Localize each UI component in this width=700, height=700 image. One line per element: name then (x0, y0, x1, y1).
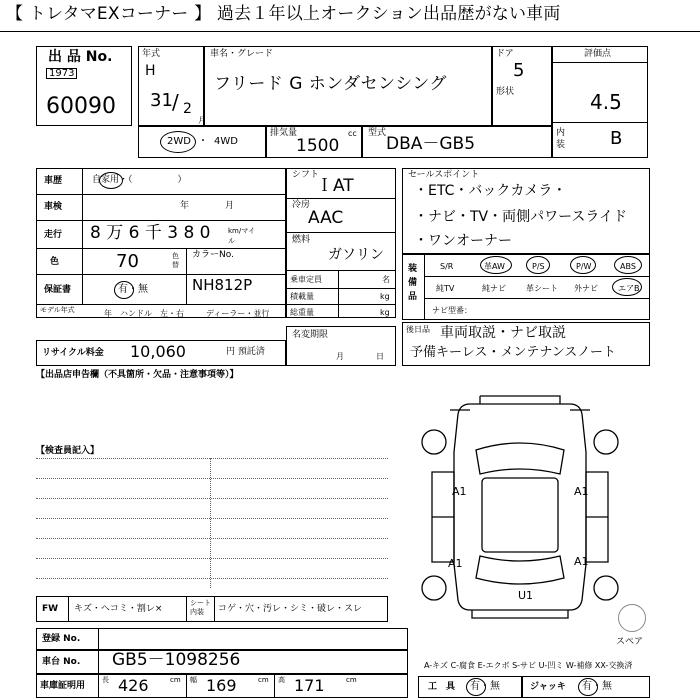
change-label: 名変期限 (292, 330, 329, 340)
seat-label: シート内装 (190, 599, 211, 616)
equip-tv: 純TV (436, 284, 455, 293)
lot-label: 出 品 No. (48, 49, 113, 65)
jack-label: ジャッキ (530, 682, 566, 692)
recycle-value: 10,060 (130, 342, 186, 361)
reg-row (36, 628, 408, 650)
damage-mark-5: U1 (518, 589, 534, 602)
tools-label: 工 具 (428, 682, 456, 692)
history-value: 自家用・（ ） (92, 175, 187, 185)
inspection-units: 年 月 (180, 201, 235, 211)
month-unit: 月 (198, 116, 206, 125)
year-value: 31 (150, 90, 173, 111)
month-value: 2 (183, 101, 192, 117)
color-value: 70 (116, 251, 139, 272)
len-unit: cm (170, 676, 181, 684)
interior-value: B (610, 128, 623, 149)
equip-airbag: エアB (618, 284, 640, 293)
len-label: 長 (102, 676, 109, 684)
aircon-label: 冷房 (292, 200, 311, 210)
reg-label: 登録 No. (42, 634, 81, 644)
page-title: 【 トレタマEXコーナー 】 過去１年以上オークション出品歴がない車両 (6, 4, 561, 24)
color-change-label: 色替 (172, 252, 179, 269)
model-value: フリード G ホンダセンシング (214, 74, 447, 94)
tools-selected-circle (466, 678, 486, 696)
color-code-value: NH812P (192, 276, 253, 294)
sales-label: セールスポイント (408, 170, 480, 180)
year-slash: / (172, 90, 179, 114)
equip-abs: ABS (620, 262, 636, 271)
drive-4wd: 4WD (214, 136, 238, 147)
warranty-value: 有・無 (118, 284, 148, 295)
era-value: H (145, 63, 156, 79)
options-line-1: 車両取説・ナビ取説 (440, 325, 566, 341)
equip-leather-seat: 革シート (526, 284, 558, 293)
options-line-2: 予備キーレス・メンテナンスノート (410, 345, 616, 360)
sales-line-3: ・ワンオーナー (414, 233, 512, 249)
score-label: 評価点 (584, 49, 612, 59)
dealer-label: ディーラー・並行 (206, 309, 270, 318)
gross-unit: kg (380, 308, 390, 317)
capacity-label: 乗車定員 (290, 275, 322, 284)
chassis-value: GB5－1098256 (112, 650, 241, 670)
equip-airbag-circle (612, 278, 642, 296)
load-unit: kg (380, 292, 390, 301)
load-label: 積載量 (290, 292, 314, 301)
score-value: 4.5 (590, 90, 622, 114)
interior-label: 内装 (556, 128, 566, 150)
wid-value: 169 (206, 676, 237, 695)
displacement-unit: cc (348, 129, 357, 138)
equip-pw: P/W (576, 262, 592, 271)
damage-mark-1: A1 (452, 485, 467, 498)
model-year-label: モデル年式 (40, 306, 75, 314)
hgt-label: 高 (278, 676, 285, 684)
fuel-value: ガソリン (328, 247, 384, 263)
drive-sep: ・ (198, 136, 208, 147)
jack-value: 有・無 (582, 681, 612, 692)
damage-mark-2: A1 (574, 485, 589, 498)
capacity-unit: 名 (382, 275, 390, 284)
defect-fw-label: FW (42, 604, 59, 614)
recycle-label: リサイクル料金 (42, 348, 104, 358)
doors-label: ドア (496, 49, 514, 59)
color-label: 色 (50, 257, 60, 267)
chassis-label: 車台 No. (42, 657, 81, 667)
damage-mark-3: A1 (448, 557, 463, 570)
lot-number: 60090 (46, 94, 116, 119)
spare-icon (618, 604, 646, 632)
wid-unit: cm (258, 676, 269, 684)
model-year-unit: 年 (104, 309, 112, 318)
equip-leather-aw: 革AW (484, 262, 505, 271)
equip-sr: S/R (440, 262, 454, 271)
equip-ext-navi: 外ナビ (574, 284, 598, 293)
type-value: DBA－GB5 (386, 134, 476, 154)
fuel-label: 燃料 (292, 235, 311, 245)
history-label: 車歴 (44, 176, 63, 186)
mileage-value: 8 万 6 千 3 8 0 (90, 223, 211, 243)
displacement-value: 1500 (296, 136, 340, 156)
options-label: 後日品 (406, 325, 430, 334)
hgt-unit: cm (346, 676, 357, 684)
type-label: 型式 (368, 128, 387, 138)
shift-label: シフト (292, 170, 320, 180)
handle-label: ハンドル 左・右 (120, 309, 184, 318)
damage-mark-4: A1 (574, 555, 589, 568)
equip-ps-circle (526, 256, 550, 274)
drive-2wd: 2WD (167, 136, 191, 147)
model-label: 車名・グレード (210, 49, 274, 59)
warranty-selected-circle (114, 281, 134, 299)
header-rule (0, 31, 700, 32)
history-selected-circle (99, 172, 123, 189)
equip-abs-circle (614, 256, 642, 274)
sales-line-1: ・ETC・バックカメラ・ (414, 183, 567, 199)
seat-list: コゲ・穴・汚レ・シミ・破レ・スレ (218, 604, 363, 614)
mileage-label: 走行 (44, 230, 63, 240)
color-code-label: カラーNo. (192, 250, 234, 260)
seller-notes-label: 【出品店申告欄（不具箇所・欠品・注意事項等）】 (36, 370, 239, 380)
spare-label: スペア (616, 637, 644, 647)
jack-selected-circle (578, 678, 598, 696)
wid-label: 幅 (190, 676, 197, 684)
aircon-value: AAC (308, 208, 344, 228)
tools-value: 有・無 (470, 681, 500, 692)
lot-stamp: 1973 (46, 68, 77, 79)
cert-label: 車庫証明用 (40, 681, 86, 691)
change-units: 月 日 (336, 352, 384, 361)
equip-ps: P/S (532, 262, 545, 271)
warranty-label: 保証書 (44, 285, 72, 295)
recycle-unit: 円 預託済 (226, 347, 265, 357)
doors-value: 5 (513, 60, 525, 81)
car-diagram (410, 392, 630, 622)
equip-leather-aw-circle (480, 256, 512, 274)
defect-list: キズ・ヘコミ・割レ× (74, 604, 163, 614)
mileage-unit: km/マイル (228, 227, 256, 245)
equipment-label: 装備品 (408, 264, 418, 302)
inspection-label: 車検 (44, 202, 63, 212)
displacement-label: 排気量 (270, 128, 298, 138)
shift-value: ＩAT (316, 176, 354, 196)
gross-label: 総重量 (290, 308, 314, 317)
equip-pw-circle (570, 256, 596, 274)
len-value: 426 (118, 676, 149, 695)
navi-model-label: ナビ型番： (432, 306, 472, 315)
shape-label: 形状 (496, 87, 515, 97)
hgt-value: 171 (294, 676, 325, 695)
year-label: 年式 (142, 49, 161, 59)
equip-navi: 純ナビ (482, 284, 506, 293)
defect-legend: A-キズ C-腐食 E-エクボ S-サビ U-凹ミ W-補修 XX-交換済 (424, 661, 633, 670)
sales-line-2: ・ナビ・TV・両側パワースライド (414, 209, 628, 225)
inspector-label: 【検査員記入】 (36, 446, 100, 456)
